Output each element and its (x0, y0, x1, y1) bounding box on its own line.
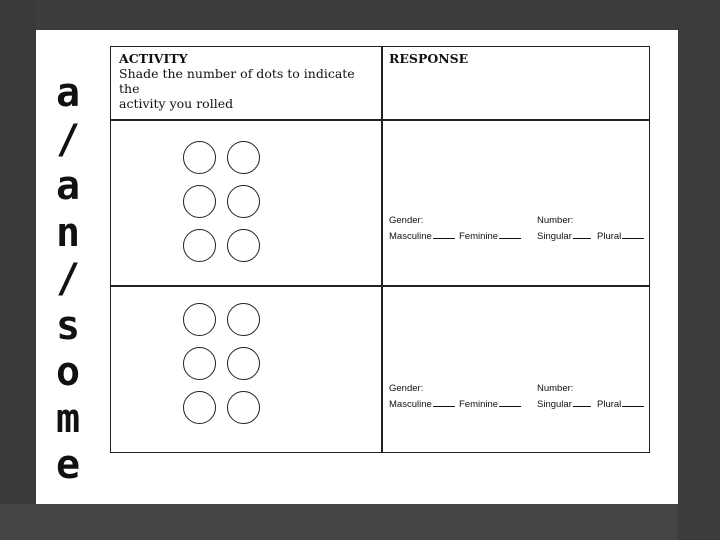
row-divider (111, 285, 649, 287)
activity-table (110, 46, 650, 453)
background-panel-left (0, 0, 36, 540)
plural-label: Plural (597, 399, 622, 410)
shade-dot[interactable] (183, 185, 216, 218)
title-letter: / (55, 256, 81, 302)
number-label: Number: (537, 215, 574, 226)
shade-dot[interactable] (227, 391, 260, 424)
feminine-option (459, 229, 521, 242)
activity-instructions-line2: activity you rolled (119, 96, 234, 111)
shade-dot[interactable] (183, 391, 216, 424)
title-letter: a (55, 163, 81, 209)
title-letter: m (55, 395, 81, 442)
shade-dot[interactable] (183, 229, 216, 262)
plural-label: Plural (597, 231, 622, 242)
title-letter: / (55, 116, 81, 163)
masculine-option (389, 397, 455, 410)
shade-dot[interactable] (227, 347, 260, 380)
shade-dot[interactable] (183, 347, 216, 380)
singular-label: Singular (537, 231, 572, 242)
vertical-title (44, 70, 92, 489)
activity-instructions-line1: Shade the number of dots to indicate the (119, 66, 355, 96)
masculine-label: Masculine (389, 231, 432, 242)
number-label: Number: (537, 383, 574, 394)
plural-blank[interactable] (622, 397, 644, 407)
plural-option (597, 397, 644, 410)
shade-dot[interactable] (227, 185, 260, 218)
activity-header (119, 51, 374, 111)
feminine-label: Feminine (459, 399, 499, 410)
feminine-blank[interactable] (499, 397, 521, 407)
singular-option (537, 397, 591, 410)
shade-dot[interactable] (227, 303, 260, 336)
title-letter: a (55, 70, 81, 116)
feminine-option (459, 397, 521, 410)
title-letter: s (55, 302, 81, 349)
shade-dot[interactable] (227, 229, 260, 262)
gender-label: Gender: (389, 215, 424, 226)
singular-blank[interactable] (573, 229, 591, 239)
singular-option (537, 229, 591, 242)
slide (36, 30, 678, 504)
singular-blank[interactable] (573, 397, 591, 407)
response-header: RESPONSE (389, 51, 469, 66)
plural-option (597, 229, 644, 242)
activity-title: ACTIVITY (119, 51, 188, 66)
title-letter: e (55, 442, 81, 488)
plural-blank[interactable] (622, 229, 644, 239)
feminine-blank[interactable] (499, 229, 521, 239)
title-letter: n (55, 209, 81, 256)
shade-dot[interactable] (227, 141, 260, 174)
shade-dot[interactable] (183, 303, 216, 336)
gender-label: Gender: (389, 383, 424, 394)
background-panel-right (678, 0, 720, 540)
row-divider (111, 119, 649, 121)
column-divider (381, 47, 383, 452)
masculine-option (389, 229, 455, 242)
masculine-label: Masculine (389, 399, 432, 410)
feminine-label: Feminine (459, 231, 499, 242)
masculine-blank[interactable] (433, 229, 455, 239)
shade-dot[interactable] (183, 141, 216, 174)
background-panel-bottom (0, 504, 720, 540)
masculine-blank[interactable] (433, 397, 455, 407)
singular-label: Singular (537, 399, 572, 410)
title-letter: o (55, 349, 81, 395)
